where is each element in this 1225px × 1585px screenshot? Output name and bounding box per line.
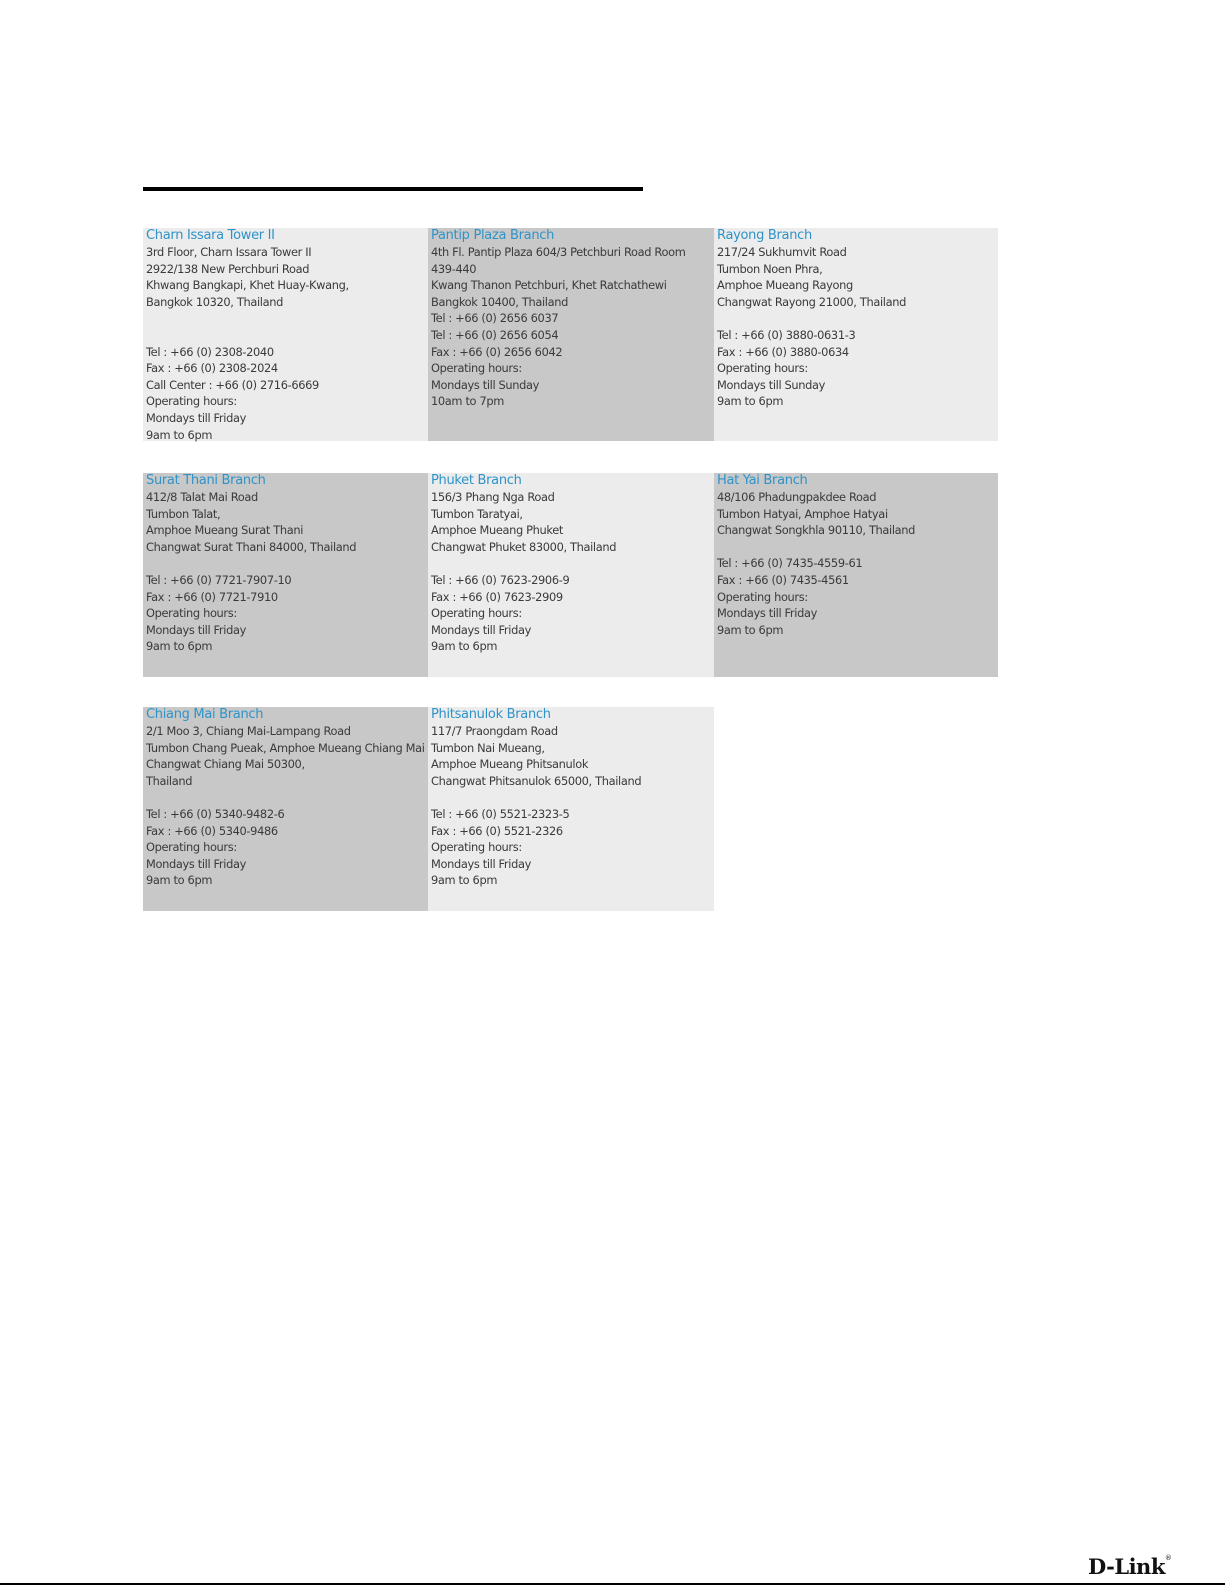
branch-detail-line: Tel : +66 (0) 2656 6054 bbox=[431, 327, 559, 342]
branch-detail-line: 217/24 Sukhumvit Road bbox=[717, 245, 847, 259]
branch-title: Rayong Branch bbox=[717, 228, 812, 243]
branch-detail-line: Tel : +66 (0) 2656 6037 bbox=[431, 311, 559, 326]
branch-detail-line: 9am to 6pm bbox=[146, 427, 213, 442]
blank-line bbox=[146, 327, 428, 344]
section-heading-rule bbox=[143, 187, 643, 191]
branch-detail-line: Fax : +66 (0) 2656 6042 bbox=[431, 344, 563, 359]
branch-detail-line: Mondays till Friday bbox=[146, 410, 246, 425]
branch-card-surat-thani bbox=[143, 473, 428, 677]
branch-detail-line: 9am to 6pm bbox=[431, 873, 498, 888]
branch-detail-line: 117/7 Praongdam Road bbox=[431, 724, 558, 738]
branch-detail-line: Mondays till Friday bbox=[717, 606, 817, 621]
branch-detail-line: 3rd Floor, Charn Issara Tower II bbox=[146, 245, 312, 259]
branch-detail-line: Fax : +66 (0) 2308-2024 bbox=[146, 361, 278, 376]
branch-detail-line: 9am to 6pm bbox=[146, 873, 213, 888]
branch-title: Surat Thani Branch bbox=[146, 473, 266, 488]
branch-title: Hat Yai Branch bbox=[717, 473, 808, 488]
branch-detail-line: Operating hours: bbox=[146, 394, 237, 409]
branch-card-pantip-plaza bbox=[428, 228, 714, 441]
branch-detail-line: Mondays till Sunday bbox=[717, 377, 826, 392]
branch-detail-line: Tumbon Hatyai, Amphoe Hatyai bbox=[717, 506, 888, 521]
branch-detail-line: 4th Fl. Pantip Plaza 604/3 Petchburi Road Room bbox=[431, 245, 686, 259]
branch-detail-line: Tumbon Nai Mueang, bbox=[431, 740, 545, 755]
branch-detail-line: Operating hours: bbox=[431, 361, 522, 376]
branch-detail-line: Tel : +66 (0) 5521-2323-5 bbox=[431, 806, 570, 821]
branch-detail-line: Tel : +66 (0) 7435-4559-61 bbox=[717, 556, 863, 571]
branch-card-chiang-mai bbox=[143, 707, 428, 911]
branch-detail-line: 156/3 Phang Nga Road bbox=[431, 490, 555, 504]
branch-title: Chiang Mai Branch bbox=[146, 707, 264, 722]
branch-detail-line: Tumbon Chang Pueak, Amphoe Mueang Chiang Mai bbox=[146, 740, 425, 755]
branch-detail-line: Call Center : +66 (0) 2716-6669 bbox=[146, 377, 319, 392]
branch-detail-line: 9am to 6pm bbox=[717, 394, 784, 409]
branch-detail-line: Tel : +66 (0) 7721-7907-10 bbox=[146, 572, 292, 587]
branch-detail-line: Khwang Bangkapi, Khet Huay-Kwang, bbox=[146, 278, 349, 293]
branch-detail-line: Amphoe Mueang Phitsanulok bbox=[431, 757, 589, 772]
branch-title: Phuket Branch bbox=[431, 473, 522, 488]
branch-title: Pantip Plaza Branch bbox=[431, 228, 555, 243]
branch-detail-line: Tel : +66 (0) 3880-0631-3 bbox=[717, 327, 856, 342]
branch-detail-line: Amphoe Mueang Surat Thani bbox=[146, 523, 304, 538]
branch-detail-line: Amphoe Mueang Rayong bbox=[717, 278, 853, 293]
branch-card-charn-issara bbox=[143, 228, 428, 441]
branch-detail-line: Operating hours: bbox=[431, 840, 522, 855]
branch-detail-line: 439-440 bbox=[431, 261, 477, 276]
branch-detail-line: 412/8 Talat Mai Road bbox=[146, 490, 258, 504]
branch-detail-line: Tel : +66 (0) 7623-2906-9 bbox=[431, 572, 570, 587]
branch-detail-line: Tel : +66 (0) 2308-2040 bbox=[146, 344, 274, 359]
branch-detail-line: Operating hours: bbox=[717, 589, 808, 604]
branch-detail-line: 2/1 Moo 3, Chiang Mai-Lampang Road bbox=[146, 724, 351, 738]
branch-detail-line: Bangkok 10320, Thailand bbox=[146, 294, 283, 309]
branch-detail-line: Operating hours: bbox=[717, 361, 808, 376]
branch-detail-line: Bangkok 10400, Thailand bbox=[431, 294, 568, 309]
branch-detail-line: Mondays till Friday bbox=[146, 856, 246, 871]
branch-detail-line: 9am to 6pm bbox=[146, 639, 213, 654]
branch-detail-line: Changwat Phitsanulok 65000, Thailand bbox=[431, 773, 642, 788]
blank-line bbox=[717, 310, 998, 327]
branch-detail-line: Changwat Phuket 83000, Thailand bbox=[431, 539, 617, 554]
branch-detail-line: Tumbon Talat, bbox=[146, 506, 221, 521]
blank-line bbox=[146, 789, 428, 806]
branch-detail-line: Mondays till Friday bbox=[431, 622, 531, 637]
branch-detail-line: 9am to 6pm bbox=[431, 639, 498, 654]
branch-detail-line: Tumbon Taratyai, bbox=[431, 506, 523, 521]
branch-detail-line: Fax : +66 (0) 7721-7910 bbox=[146, 589, 278, 604]
blank-line bbox=[146, 555, 428, 572]
branch-detail-line: Fax : +66 (0) 5340-9486 bbox=[146, 823, 278, 838]
blank-line bbox=[431, 789, 714, 806]
branch-detail-line: Fax : +66 (0) 7435-4561 bbox=[717, 572, 849, 587]
branch-detail-line: Changwat Chiang Mai 50300, bbox=[146, 757, 305, 772]
branch-detail-line: Mondays till Friday bbox=[146, 622, 246, 637]
branch-card-phuket bbox=[428, 473, 714, 677]
branch-detail-line: 2922/138 New Perchburi Road bbox=[146, 261, 310, 276]
branch-detail-line: Mondays till Sunday bbox=[431, 377, 540, 392]
branch-card-phitsanulok bbox=[428, 707, 714, 911]
branch-detail-line: Operating hours: bbox=[146, 606, 237, 621]
branch-card-rayong bbox=[714, 228, 998, 441]
branch-detail-line: Changwat Surat Thani 84000, Thailand bbox=[146, 539, 357, 554]
branch-detail-line: Kwang Thanon Petchburi, Khet Ratchathewi bbox=[431, 278, 667, 293]
registered-mark: ® bbox=[1164, 1554, 1172, 1562]
blank-line bbox=[431, 555, 714, 572]
branch-detail-line: Changwat Songkhla 90110, Thailand bbox=[717, 523, 916, 538]
branch-detail-line: Fax : +66 (0) 3880-0634 bbox=[717, 344, 849, 359]
branch-title: Phitsanulok Branch bbox=[431, 707, 551, 722]
branch-detail-line: Mondays till Friday bbox=[431, 856, 531, 871]
branch-detail-line: 10am to 7pm bbox=[431, 394, 504, 409]
logo-text: D-Link bbox=[1088, 1554, 1165, 1579]
branch-detail-line: 48/106 Phadungpakdee Road bbox=[717, 490, 877, 504]
blank-line bbox=[717, 539, 998, 556]
branch-detail-line: Tel : +66 (0) 5340-9482-6 bbox=[146, 806, 285, 821]
branch-detail-line: Thailand bbox=[146, 773, 193, 788]
blank-line bbox=[146, 310, 428, 327]
branch-card-hat-yai bbox=[714, 473, 998, 677]
branch-detail-line: Tumbon Noen Phra, bbox=[717, 261, 823, 276]
branch-detail-line: Fax : +66 (0) 7623-2909 bbox=[431, 589, 563, 604]
branch-detail-line: 9am to 6pm bbox=[717, 622, 784, 637]
branch-detail-line: Operating hours: bbox=[431, 606, 522, 621]
branch-detail-line: Amphoe Mueang Phuket bbox=[431, 523, 564, 538]
dlink-logo bbox=[1088, 1554, 1171, 1579]
branch-detail-line: Changwat Rayong 21000, Thailand bbox=[717, 294, 906, 309]
branch-title: Charn Issara Tower II bbox=[146, 228, 275, 243]
branch-detail-line: Fax : +66 (0) 5521-2326 bbox=[431, 823, 563, 838]
branch-detail-line: Operating hours: bbox=[146, 840, 237, 855]
